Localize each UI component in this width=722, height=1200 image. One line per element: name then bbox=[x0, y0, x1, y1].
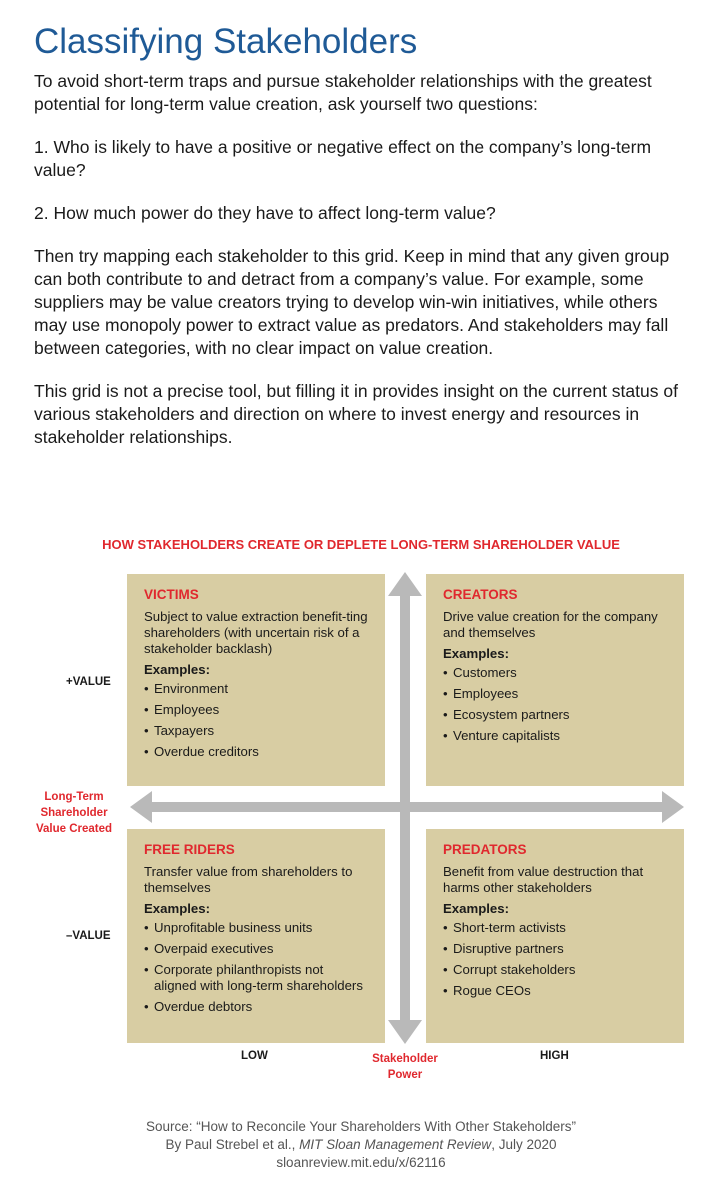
question-2: 2. How much power do they have to affect long-term value? bbox=[34, 203, 496, 223]
examples-label: Examples: bbox=[144, 901, 210, 916]
list-item: • Disruptive partners bbox=[443, 941, 668, 957]
source-authors: By Paul Strebel et al., bbox=[165, 1137, 300, 1152]
x-axis-title: Stakeholder Power bbox=[372, 1053, 438, 1081]
quadrant-predators bbox=[426, 829, 684, 1043]
source-citation bbox=[0, 1118, 722, 1172]
source-date: , July 2020 bbox=[491, 1137, 557, 1152]
list-item: • Short-term activists bbox=[443, 920, 668, 936]
list-item: • Employees bbox=[144, 702, 369, 718]
list-item: • Rogue CEOs bbox=[443, 983, 668, 999]
x-axis-high-label: HIGH bbox=[540, 1050, 569, 1062]
quadrant-description: Drive value creation for the company and themselves bbox=[443, 609, 658, 640]
list-item: • Unprofitable business units bbox=[144, 920, 369, 936]
y-axis-minus-label: –VALUE bbox=[66, 930, 111, 942]
list-item: • Customers bbox=[443, 665, 668, 681]
quadrant-title: CREATORS bbox=[443, 587, 518, 602]
list-item: • Employees bbox=[443, 686, 668, 702]
quadrant-description: Transfer value from shareholders to themselves bbox=[144, 864, 353, 895]
examples-label: Examples: bbox=[443, 901, 509, 916]
source-line-1: Source: “How to Reconcile Your Shareholders With Other Stakeholders” bbox=[146, 1119, 576, 1134]
list-item: • Ecosystem partners bbox=[443, 707, 668, 723]
diagram-heading: HOW STAKEHOLDERS CREATE OR DEPLETE LONG-TERM SHAREHOLDER VALUE bbox=[102, 537, 620, 552]
examples-list bbox=[144, 920, 369, 1015]
list-item: • Corporate philanthropists not aligned with long-term shareholders bbox=[144, 962, 369, 994]
quadrant-title: PREDATORS bbox=[443, 842, 527, 857]
list-item: • Environment bbox=[144, 681, 369, 697]
examples-label: Examples: bbox=[144, 662, 210, 677]
quadrant-description: Benefit from value destruction that harms other stakeholders bbox=[443, 864, 644, 895]
intro-text bbox=[34, 70, 694, 449]
list-item: • Overpaid executives bbox=[144, 941, 369, 957]
source-url: sloanreview.mit.edu/x/62116 bbox=[276, 1155, 446, 1170]
source-journal: MIT Sloan Management Review bbox=[299, 1137, 492, 1152]
horizontal-axis-arrow bbox=[130, 791, 684, 823]
quadrant-free-riders bbox=[127, 829, 385, 1043]
quadrant-title: VICTIMS bbox=[144, 587, 199, 602]
list-item: • Taxpayers bbox=[144, 723, 369, 739]
quadrant-victims bbox=[127, 574, 385, 786]
y-axis-plus-label: +VALUE bbox=[66, 676, 111, 688]
examples-list bbox=[443, 665, 668, 744]
intro-paragraph-grid-note: This grid is not a precise tool, but filling it in provides insight on the current status of various stakeholders and direction on where to invest energy and resources in stakeholder relationships. bbox=[34, 381, 678, 447]
examples-label: Examples: bbox=[443, 646, 509, 661]
list-item: • Venture capitalists bbox=[443, 728, 668, 744]
vertical-axis-arrow bbox=[388, 572, 422, 1044]
source-line-2 bbox=[0, 1136, 722, 1154]
quadrant-creators bbox=[426, 574, 684, 786]
examples-list bbox=[144, 681, 369, 760]
quadrant-title: FREE RIDERS bbox=[144, 842, 235, 857]
intro-paragraph-1: To avoid short-term traps and pursue stakeholder relationships with the greatest potential for long-term value creation, ask yourself two questions: bbox=[34, 71, 652, 114]
list-item: • Overdue debtors bbox=[144, 999, 369, 1015]
intro-paragraph-mapping: Then try mapping each stakeholder to this grid. Keep in mind that any given group can both contribute to and detract from a company’s value. For example, some suppliers may be value creators trying to develop win-win initiatives, while others may use monopoly power to extract value as predators. And stakeholders may fall between categories, with no clear impact on value creation. bbox=[34, 246, 670, 358]
examples-list bbox=[443, 920, 668, 999]
quadrant-description: Subject to value extraction benefit-ting shareholders (with uncertain risk of a stakeholder backlash) bbox=[144, 609, 368, 656]
list-item: • Overdue creditors bbox=[144, 744, 369, 760]
page-title: Classifying Stakeholders bbox=[34, 22, 418, 61]
list-item: • Corrupt stakeholders bbox=[443, 962, 668, 978]
y-axis-title: Long-Term Shareholder Value Created bbox=[35, 791, 113, 835]
x-axis-low-label: LOW bbox=[241, 1050, 268, 1062]
question-1: 1. Who is likely to have a positive or negative effect on the company’s long-term value? bbox=[34, 137, 652, 180]
